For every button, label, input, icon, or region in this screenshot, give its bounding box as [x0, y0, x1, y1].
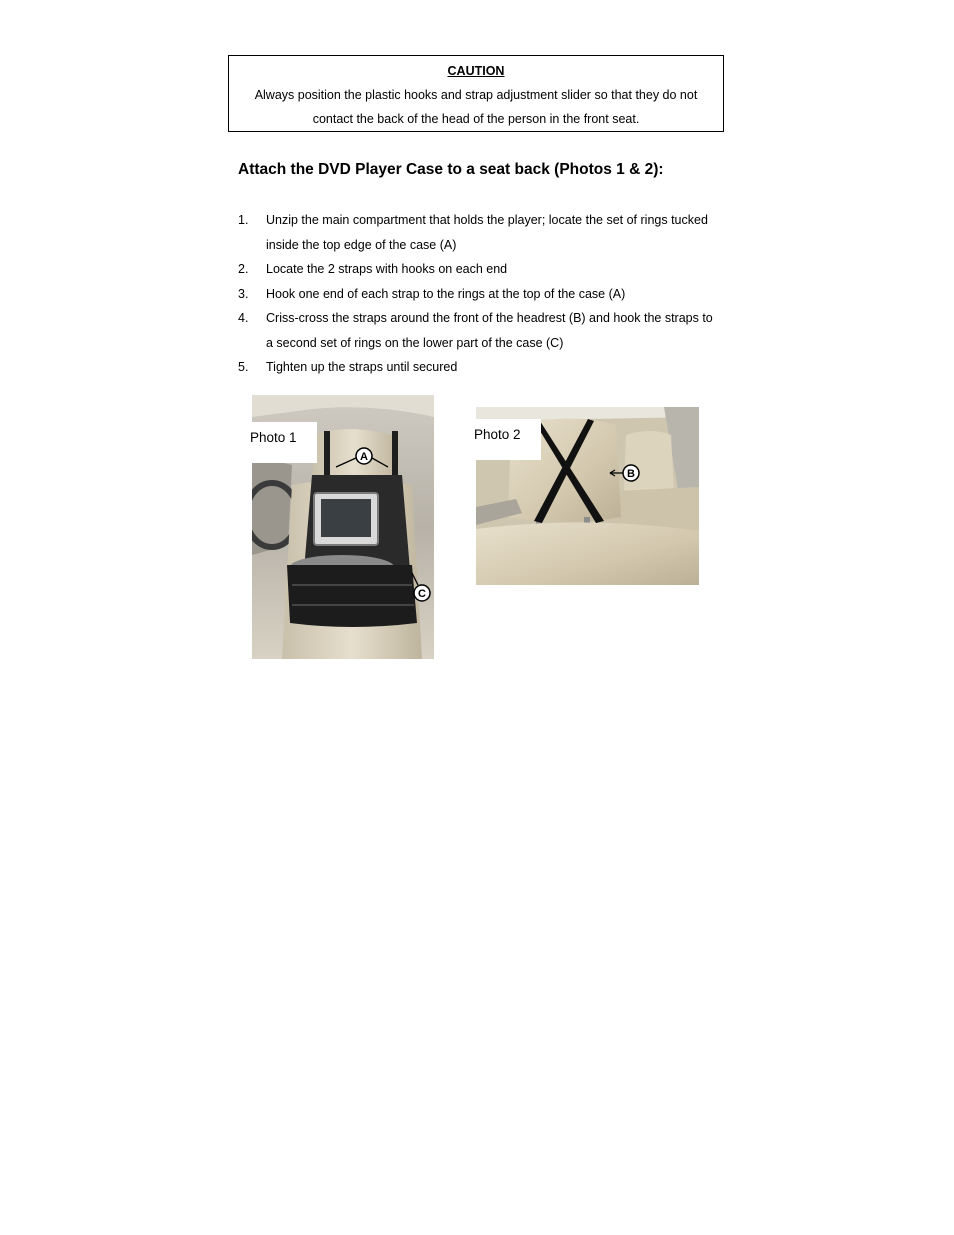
step-number: 3. — [238, 286, 249, 301]
step-text — [266, 306, 728, 355]
callout-b-label: B — [627, 468, 635, 480]
step-item — [238, 257, 728, 282]
step-text-line: Criss-cross the straps around the front of the headrest (B) and hook the straps to — [266, 311, 713, 325]
step-text-line: Unzip the main compartment that holds the player; locate the set of rings tucked — [266, 213, 708, 227]
step-text: Tighten up the straps until secured — [266, 360, 458, 374]
caution-text-line-1: Always position the plastic hooks and strap adjustment slider so that they do not — [254, 88, 698, 102]
step-item — [238, 282, 728, 307]
step-text: Locate the 2 straps with hooks on each end — [266, 262, 508, 276]
photo-2-label: Photo 2 — [470, 419, 541, 460]
step-number: 2. — [238, 262, 249, 276]
instruction-steps — [238, 208, 728, 380]
step-item — [238, 208, 728, 257]
caution-text-line-2: contact the back of the head of the person in the front seat. — [312, 112, 640, 126]
section-heading: Attach the DVD Player Case to a seat back (Photos 1 & 2): — [238, 161, 664, 178]
step-text-line: a second set of rings on the lower part of the case (C) — [266, 335, 564, 350]
step-number: 1. — [238, 213, 249, 227]
caution-box — [228, 55, 724, 132]
step-text — [266, 208, 728, 257]
step-text-line: inside the top edge of the case (A) — [266, 237, 457, 252]
photo-1-label: Photo 1 — [246, 422, 317, 463]
step-text: Hook one end of each strap to the rings at the top of the case (A) — [266, 286, 626, 301]
caution-title: CAUTION — [447, 64, 505, 78]
step-item — [238, 355, 728, 380]
step-number: 4. — [238, 311, 249, 325]
step-number: 5. — [238, 360, 249, 374]
callout-a-label: A — [360, 451, 368, 463]
step-item — [238, 306, 728, 355]
callout-c-label: C — [418, 588, 426, 600]
